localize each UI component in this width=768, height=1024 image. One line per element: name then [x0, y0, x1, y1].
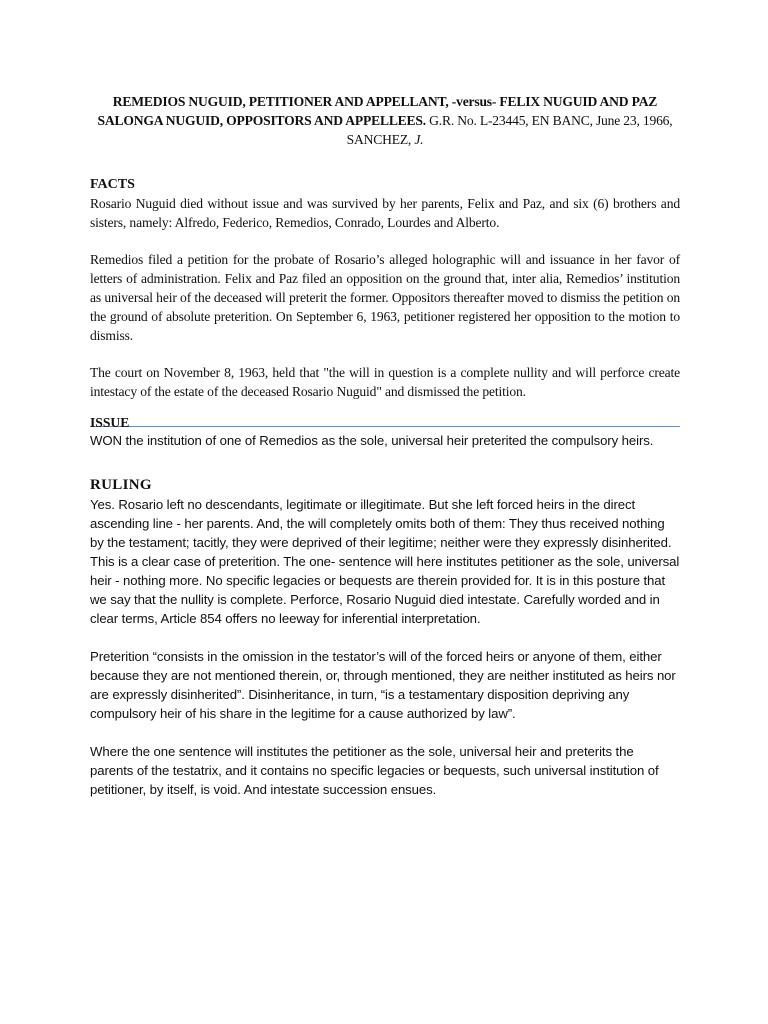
facts-paragraph-3: The court on November 8, 1963, held that "the will in question is a complete nullity and will perforce create intestacy of the estate of the deceased Rosario Nuguid" and dismissed the petition.: [90, 365, 680, 399]
ruling-heading: RULING: [90, 477, 152, 493]
document-page: [90, 92, 680, 799]
issue-heading: ISSUE: [90, 415, 130, 430]
facts-paragraph-2: Remedios filed a petition for the probate of Rosario’s alleged holographic will and issuance in her favor of letters of administration. Felix and Paz filed an opposition on the ground that, inter alia, Remedios’ institution as universal heir of the deceased will preterit the former. Oppositors thereafter moved to dismiss the petition on the ground of absolute preterition. On September 6, 1963, petitioner registered her opposition to the motion to dismiss.: [90, 252, 680, 343]
case-citation: G.R. No. L-23445, EN BANC, June 23, 1966, SANCHEZ,: [346, 113, 673, 147]
ruling-paragraph-1: Yes. Rosario left no descendants, legitimate or illegitimate. But she left forced heirs in the direct ascending line - her parents. And, the will completely omits both of them: They thus received nothing by the testament; tacitly, they were deprived of their legitime; neither were they expressly disinherited. This is a clear case of preterition. The one- sentence will here institutes petitioner as the sole, universal heir - nothing more. No specific legacies or bequests are therein provided for. It is in this posture that we say that the nullity is complete. Perforce, Rosario Nuguid died intestate. Carefully worded and in clear terms, Article 854 offers no leeway for inferential interpretation.: [90, 497, 680, 626]
issue-text: WON the institution of one of Remedios as the sole, universal heir preterited the compulsory heirs.: [90, 433, 654, 448]
ruling-paragraph-2: Preterition “consists in the omission in the testator’s will of the forced heirs or anyone of them, either because they are not mentioned therein, or, through mentioned, they are neither instituted as heirs nor are expressly disinherited”. Disinheritance, in turn, “is a testamentary disposition depriving any compulsory heir of his share in the legitime for a cause authorized by law”.: [90, 649, 676, 721]
section-divider: [90, 426, 680, 427]
ruling-paragraph-3: Where the one sentence will institutes the petitioner as the sole, universal heir and preterits the parents of the testatrix, and it contains no specific legacies or bequests, such universal institution of petitioner, by itself, is void. And intestate succession ensues.: [90, 744, 659, 797]
facts-heading: FACTS: [90, 177, 135, 192]
case-title: [90, 92, 680, 149]
facts-paragraph-1: Rosario Nuguid died without issue and was survived by her parents, Felix and Paz, and six (6) brothers and sisters, namely: Alfredo, Federico, Remedios, Conrado, Lourdes and Alberto.: [90, 196, 680, 230]
case-parties: REMEDIOS NUGUID, PETITIONER AND APPELLANT, -versus- FELIX NUGUID AND PAZ SALONGA NUGUID, OPPOSITORS AND APPELLEES.: [97, 94, 658, 128]
case-justice: J.: [411, 132, 424, 147]
